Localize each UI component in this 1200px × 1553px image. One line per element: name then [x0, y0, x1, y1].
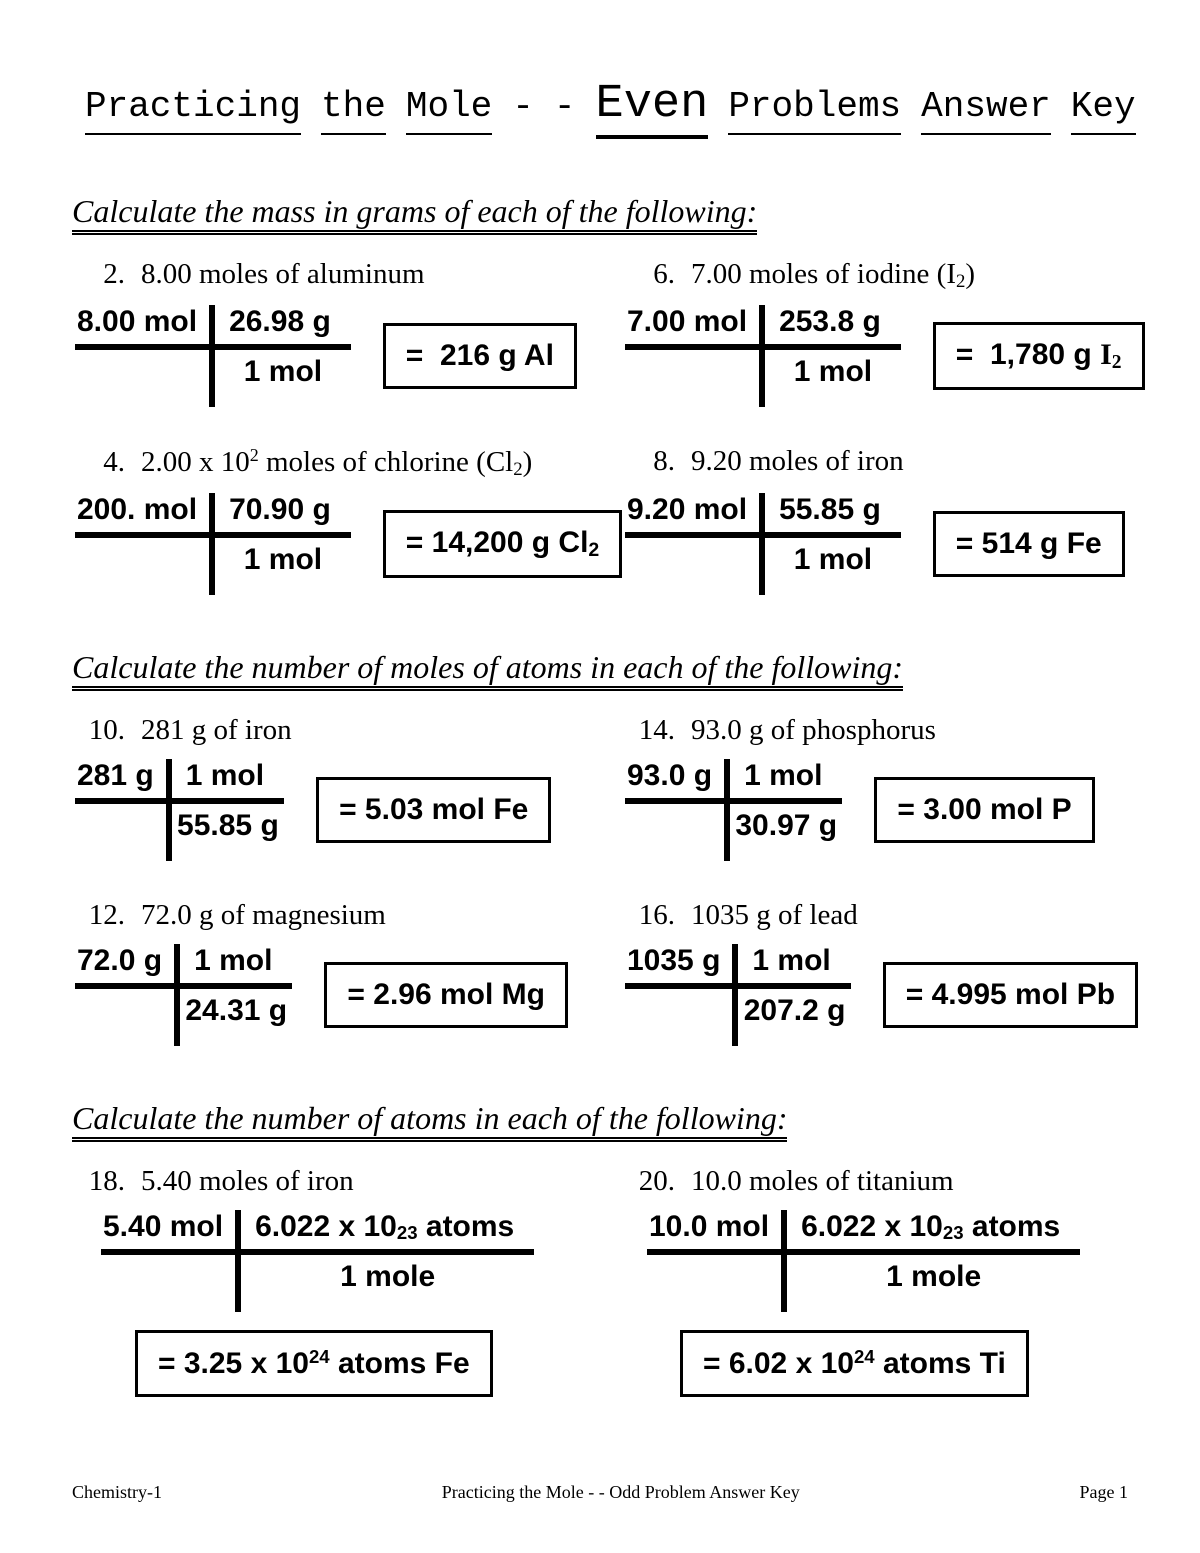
problem-text: 2.00 x 10: [141, 446, 250, 478]
answer-box: = 6.02 x $10^{24}$ atoms Ti: [680, 1330, 1029, 1397]
problem-text: 7.00 moles of iodine (I: [691, 258, 956, 290]
dimensional-analysis-rail: [75, 759, 284, 861]
problem-number: 4.: [103, 446, 125, 478]
title-word: Problems: [728, 86, 901, 135]
rail-numerator: 6.022 x 10 23 atoms: [241, 1210, 534, 1255]
problem-text: moles of chlorine (Cl: [258, 446, 514, 478]
problem-statement: [625, 445, 1180, 478]
section-heading: Calculate the number of atoms in each of the following:: [72, 1100, 1200, 1137]
dimensional-analysis-rail: [75, 944, 292, 1046]
answer-subscript: 2: [1111, 352, 1122, 373]
answer-box: = 5.03 mol Fe: [316, 777, 551, 843]
rail-denominator: 207.2 g: [743, 994, 846, 1027]
dimensional-analysis-rail: [75, 305, 351, 407]
title-word: Mole: [406, 86, 492, 135]
title-word: Key: [1071, 86, 1136, 135]
rail-denominator: 1 mol: [793, 543, 873, 576]
rail-numerator: 1 mol: [172, 759, 284, 804]
problem-statement: [75, 714, 625, 747]
problem-text: 9.20 moles of iron: [691, 445, 904, 477]
problem-text-superscript: 2: [249, 445, 259, 465]
title-word: the: [321, 86, 386, 135]
problem-number: 10.: [88, 714, 125, 746]
footer-title: Practicing the Mole - - Odd Problem Answer Key: [441, 1482, 800, 1502]
answer-box: = 514 g Fe: [933, 511, 1125, 577]
answer-box: = 3.00 mol P: [874, 777, 1094, 843]
problem-text: ): [522, 446, 533, 478]
problem-statement: [625, 1165, 1180, 1198]
dimensional-analysis-rail: [647, 1210, 1080, 1312]
rail-left-value: 8.00 mol: [75, 305, 209, 350]
problem-text: 281 g of iron: [141, 714, 292, 746]
rail-numerator: 1 mol: [180, 944, 292, 989]
section-heading: Calculate the number of moles of atoms in each of the following:: [72, 649, 1200, 686]
problem-text-subscript: 2: [955, 271, 966, 292]
answer-box: = 2.96 mol Mg: [324, 962, 568, 1028]
dimensional-analysis-rail: [625, 944, 851, 1046]
title-dash: -: [553, 86, 576, 127]
problem-text: 5.40 moles of iron: [141, 1165, 354, 1197]
rail-left-value: 5.40 mol: [101, 1210, 235, 1255]
answer-box: = 1,780 g $I_2$: [933, 322, 1145, 390]
answer-box: = 14,200 g $Cl_2$: [383, 510, 622, 578]
problem-text: 93.0 g of phosphorus: [691, 714, 936, 746]
rail-left-value: 281 g: [75, 759, 166, 804]
problem-text: ): [965, 258, 976, 290]
rail-numerator-superscript: 23: [396, 1222, 418, 1243]
problem-text: 8.00 moles of aluminum: [141, 258, 425, 290]
title-dash: -: [512, 86, 534, 127]
element-symbol: I: [1100, 338, 1112, 371]
rail-denominator: 1 mol: [243, 355, 323, 388]
rail-denominator: 1 mole: [886, 1260, 982, 1293]
problem-statement: [75, 1165, 625, 1198]
rail-denominator: 55.85 g: [177, 809, 279, 842]
problem-number: 12.: [88, 899, 125, 931]
answer-superscript: 24: [308, 1346, 330, 1367]
dimensional-analysis-rail: [625, 305, 901, 407]
answer-subscript: 2: [588, 539, 600, 561]
dimensional-analysis-rail: [625, 759, 842, 861]
problem-text-subscript: 2: [513, 459, 523, 480]
problem-number: 14.: [638, 714, 675, 746]
document-title: [0, 0, 1200, 139]
problem-statement: [625, 899, 1180, 932]
rail-left-value: 9.20 mol: [625, 493, 759, 538]
rail-numerator: 26.98 g: [215, 305, 351, 350]
problem-text: 72.0 g of magnesium: [141, 899, 386, 931]
rail-left-value: 72.0 g: [75, 944, 174, 989]
rail-left-value: 1035 g: [625, 944, 732, 989]
rail-numerator: 1 mol: [738, 944, 850, 989]
problem-statement: [75, 445, 625, 481]
rail-left-value: 93.0 g: [625, 759, 724, 804]
problem-text: 10.0 moles of titanium: [691, 1165, 954, 1197]
rail-numerator: 55.85 g: [765, 493, 901, 538]
rail-left-value: 7.00 mol: [625, 305, 759, 350]
problem-number: 20.: [638, 1165, 675, 1197]
answer-superscript: 24: [853, 1346, 875, 1367]
rail-numerator-superscript: 23: [942, 1222, 964, 1243]
rail-numerator: 6.022 x 10 23 atoms: [787, 1210, 1080, 1255]
problem-statement: [75, 899, 625, 932]
rail-numerator: 253.8 g: [765, 305, 901, 350]
dimensional-analysis-rail: [101, 1210, 534, 1312]
answer-box: = 4.995 mol Pb: [883, 962, 1138, 1028]
problem-statement: [75, 258, 625, 291]
problem-number: 18.: [88, 1165, 125, 1197]
title-word: Answer: [921, 86, 1051, 135]
footer-page-number: Page 1: [1079, 1482, 1128, 1502]
rail-denominator: 1 mol: [243, 543, 323, 576]
rail-denominator: 1 mol: [793, 355, 873, 388]
rail-denominator: 30.97 g: [735, 809, 838, 842]
problem-number: 8.: [653, 445, 675, 477]
dimensional-analysis-rail: [625, 493, 901, 595]
footer-course: Chemistry-1: [72, 1482, 162, 1502]
problem-number: 16.: [638, 899, 675, 931]
answer-box: = 216 g Al: [383, 323, 577, 389]
section-heading: Calculate the mass in grams of each of the following:: [72, 193, 1200, 230]
rail-numerator: 70.90 g: [215, 493, 351, 538]
rail-left-value: 200. mol: [75, 493, 209, 538]
answer-box: = 3.25 x $10^{24}$ atoms Fe: [135, 1330, 493, 1397]
dimensional-analysis-rail: [75, 493, 351, 595]
problem-text: 1035 g of lead: [691, 899, 858, 931]
rail-denominator: 1 mole: [340, 1260, 436, 1293]
problem-statement: [625, 258, 1180, 293]
rail-denominator: 24.31 g: [185, 994, 288, 1027]
problem-number: 2.: [103, 258, 125, 290]
page-footer: [72, 1482, 1128, 1503]
title-word-even: Even: [596, 78, 709, 139]
rail-left-value: 10.0 mol: [647, 1210, 781, 1255]
problem-statement: [625, 714, 1180, 747]
title-word: Practicing: [85, 86, 301, 135]
problem-number: 6.: [653, 258, 675, 290]
rail-numerator: 1 mol: [730, 759, 842, 804]
